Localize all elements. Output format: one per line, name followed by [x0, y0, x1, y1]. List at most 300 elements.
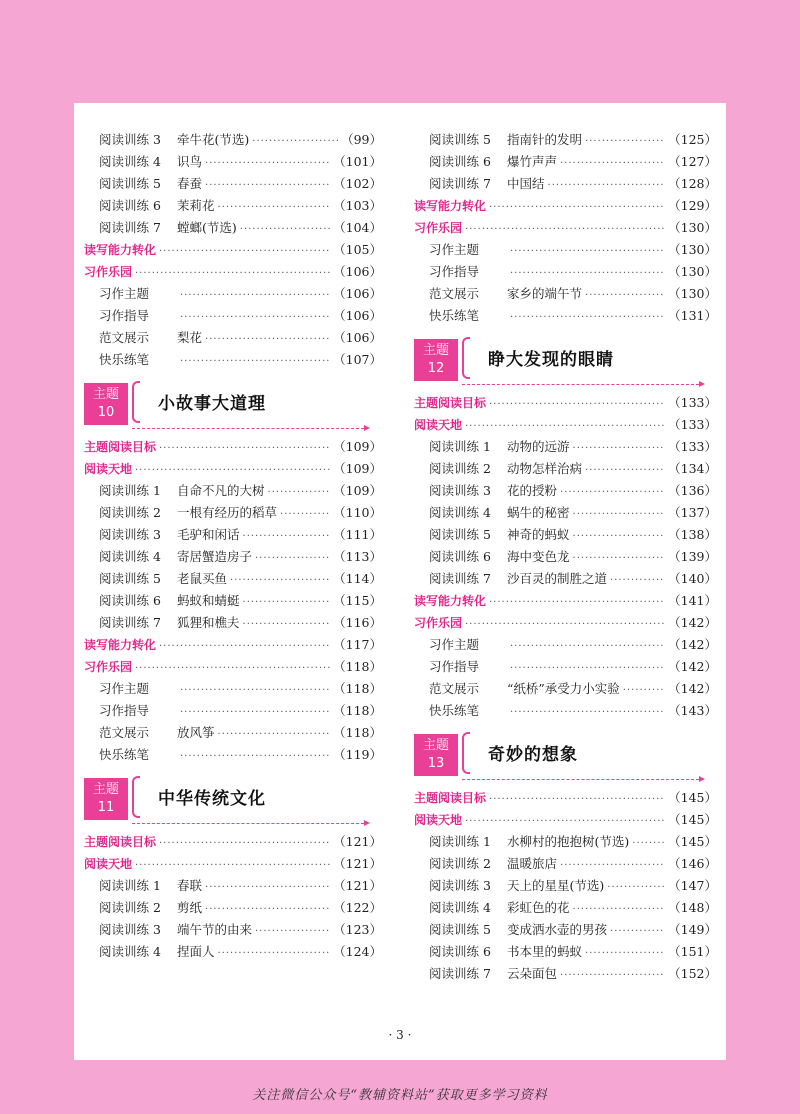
leader-dots — [159, 636, 330, 658]
leader-dots — [610, 570, 665, 592]
entry-label: 阅读训练 1 — [429, 834, 491, 849]
toc-entry[interactable] — [84, 568, 382, 590]
leader-dots — [489, 197, 665, 219]
entry-title: 放风筝 — [177, 725, 215, 740]
toc-entry[interactable] — [414, 239, 717, 261]
entry-page: （142） — [668, 659, 717, 674]
toc-page — [74, 103, 726, 1060]
entry-label: 快乐练笔 — [429, 308, 480, 323]
toc-entry[interactable] — [414, 283, 717, 305]
entry-title: 春联 — [177, 878, 203, 893]
entry-title: 花的授粉 — [507, 483, 558, 498]
leader-dots — [218, 724, 331, 746]
entry-label: 阅读训练 3 — [99, 922, 161, 937]
leader-dots — [465, 614, 665, 636]
entry-page: （139） — [668, 549, 717, 564]
entry-title: 一根有经历的稻草 — [177, 505, 278, 520]
entry-title: 指南针的发明 — [507, 132, 583, 147]
entry-label: 习作主题 — [429, 637, 480, 652]
toc-entry[interactable] — [414, 700, 717, 722]
leader-dots — [180, 307, 330, 329]
theme-header — [414, 730, 717, 780]
toc-entry[interactable] — [84, 349, 382, 371]
entry-title: 牵牛花(节选) — [177, 132, 250, 147]
toc-entry[interactable] — [414, 831, 717, 853]
badge-label: 主题 — [92, 387, 119, 402]
entry-page: （109） — [333, 483, 382, 498]
toc-entry[interactable] — [414, 458, 717, 480]
toc-entry[interactable] — [414, 656, 717, 678]
page-number: · 3 · — [388, 1028, 412, 1042]
leader-dots — [180, 746, 330, 768]
entry-label: 范文展示 — [429, 681, 480, 696]
toc-entry[interactable] — [414, 963, 717, 985]
toc-section[interactable] — [84, 436, 382, 458]
toc-entry[interactable] — [84, 480, 382, 502]
toc-entry[interactable] — [414, 941, 717, 963]
section-title: 习作乐园 — [84, 265, 133, 279]
toc-entry[interactable] — [414, 151, 717, 173]
toc-entry[interactable] — [414, 129, 717, 151]
entry-page: （152） — [668, 966, 717, 981]
entry-label: 阅读训练 7 — [99, 615, 161, 630]
entry-page: （122） — [333, 900, 382, 915]
entry-label: 阅读训练 3 — [99, 132, 161, 147]
leader-dots — [560, 153, 665, 175]
toc-entry[interactable] — [414, 919, 717, 941]
entry-label: 快乐练笔 — [99, 747, 150, 762]
section-page: （129） — [668, 198, 717, 213]
section-page: （142） — [668, 615, 717, 630]
leader-dots — [135, 658, 330, 680]
entry-page: （146） — [668, 856, 717, 871]
entry-page: （128） — [668, 176, 717, 191]
entry-label: 阅读训练 4 — [99, 944, 161, 959]
leader-dots — [510, 307, 665, 329]
arrow-decoration — [462, 779, 699, 780]
toc-section[interactable] — [84, 261, 382, 283]
entry-title: 春蚕 — [177, 176, 203, 191]
entry-page: （133） — [668, 439, 717, 454]
leader-dots — [607, 877, 665, 899]
theme-title: 中华传统文化 — [158, 789, 266, 809]
section-page: （106） — [333, 264, 382, 279]
toc-section[interactable] — [84, 656, 382, 678]
entry-title: 梨花 — [177, 330, 203, 345]
entry-title: 海中变色龙 — [507, 549, 570, 564]
entry-page: （127） — [668, 154, 717, 169]
toc-entry[interactable] — [84, 305, 382, 327]
section-title: 阅读天地 — [414, 418, 463, 432]
entry-label: 阅读训练 2 — [99, 505, 161, 520]
toc-section[interactable] — [84, 458, 382, 480]
entry-title: 茉莉花 — [177, 198, 215, 213]
entry-page: （121） — [333, 878, 382, 893]
theme-badge — [84, 383, 128, 425]
leader-dots — [159, 438, 330, 460]
entry-title: 沙百灵的制胜之道 — [507, 571, 608, 586]
section-title: 主题阅读目标 — [84, 835, 157, 849]
leader-dots — [489, 789, 665, 811]
badge-number: 11 — [97, 800, 115, 815]
badge-label: 主题 — [422, 738, 449, 753]
entry-title: 变成洒水壶的男孩 — [507, 922, 608, 937]
toc-entry[interactable] — [84, 700, 382, 722]
theme-header — [84, 774, 382, 824]
entry-label: 阅读训练 6 — [99, 198, 161, 213]
toc-entry[interactable] — [84, 941, 382, 963]
toc-entry[interactable] — [414, 305, 717, 327]
entry-title: 动物怎样治病 — [507, 461, 583, 476]
entry-page: （131） — [668, 308, 717, 323]
entry-page: （142） — [668, 637, 717, 652]
leader-dots — [205, 899, 330, 921]
section-page: （141） — [668, 593, 717, 608]
leader-dots — [585, 285, 665, 307]
entry-label: 习作指导 — [429, 659, 480, 674]
entry-page: （110） — [333, 505, 382, 520]
leader-dots — [135, 855, 330, 877]
section-page: （130） — [668, 220, 717, 235]
entry-label: 阅读训练 5 — [99, 571, 161, 586]
badge-number: 13 — [427, 756, 445, 771]
section-title: 主题阅读目标 — [414, 396, 487, 410]
entry-page: （106） — [333, 330, 382, 345]
leader-dots — [560, 965, 665, 987]
entry-label: 习作指导 — [429, 264, 480, 279]
section-title: 习作乐园 — [84, 660, 133, 674]
leader-dots — [205, 329, 330, 351]
entry-page: （147） — [668, 878, 717, 893]
entry-page: （138） — [668, 527, 717, 542]
entry-title: 老鼠买鱼 — [177, 571, 228, 586]
entry-title: 寄居蟹造房子 — [177, 549, 253, 564]
entry-title: 书本里的蚂蚁 — [507, 944, 583, 959]
section-page: （118） — [333, 659, 382, 674]
toc-entry[interactable] — [414, 261, 717, 283]
entry-page: （115） — [333, 593, 382, 608]
leader-dots — [268, 482, 331, 504]
entry-page: （118） — [333, 703, 382, 718]
entry-page: （148） — [668, 900, 717, 915]
leader-dots — [465, 811, 665, 833]
entry-label: 阅读训练 3 — [429, 483, 491, 498]
toc-entry[interactable] — [84, 919, 382, 941]
toc-left-column — [84, 129, 382, 963]
bracket-decoration — [132, 381, 140, 423]
entry-page: （142） — [668, 681, 717, 696]
entry-page: （101） — [333, 154, 382, 169]
toc-entry[interactable] — [84, 678, 382, 700]
toc-entry[interactable] — [414, 568, 717, 590]
section-page: （109） — [333, 461, 382, 476]
toc-entry[interactable] — [84, 195, 382, 217]
leader-dots — [205, 153, 330, 175]
theme-header — [84, 379, 382, 429]
leader-dots — [243, 526, 331, 548]
entry-label: 习作指导 — [99, 703, 150, 718]
toc-section[interactable] — [414, 809, 717, 831]
arrow-decoration — [462, 384, 699, 385]
theme-badge — [414, 734, 458, 776]
entry-label: 阅读训练 6 — [429, 944, 491, 959]
entry-title: 蜗牛的秘密 — [507, 505, 570, 520]
toc-entry[interactable] — [414, 546, 717, 568]
toc-section[interactable] — [414, 612, 717, 634]
leader-dots — [560, 482, 665, 504]
badge-number: 12 — [427, 361, 445, 376]
toc-entry[interactable] — [84, 722, 382, 744]
entry-page: （130） — [668, 286, 717, 301]
toc-entry[interactable] — [84, 173, 382, 195]
leader-dots — [573, 548, 666, 570]
section-title: 读写能力转化 — [84, 638, 157, 652]
entry-page: （106） — [333, 286, 382, 301]
badge-label: 主题 — [422, 343, 449, 358]
entry-label: 阅读训练 6 — [99, 593, 161, 608]
entry-title: 爆竹声声 — [507, 154, 558, 169]
entry-label: 阅读训练 3 — [429, 878, 491, 893]
entry-label: 习作主题 — [429, 242, 480, 257]
leader-dots — [585, 460, 665, 482]
toc-entry[interactable] — [414, 480, 717, 502]
entry-label: 阅读训练 1 — [429, 439, 491, 454]
entry-title: 云朵面包 — [507, 966, 558, 981]
section-page: （121） — [333, 856, 382, 871]
entry-label: 阅读训练 4 — [429, 900, 491, 915]
entry-label: 阅读训练 5 — [429, 527, 491, 542]
toc-right-column — [414, 129, 717, 985]
leader-dots — [218, 943, 331, 965]
entry-label: 范文展示 — [99, 725, 150, 740]
toc-section[interactable] — [84, 853, 382, 875]
section-title: 主题阅读目标 — [84, 440, 157, 454]
toc-entry[interactable] — [84, 897, 382, 919]
toc-entry[interactable] — [414, 436, 717, 458]
toc-entry[interactable] — [84, 151, 382, 173]
entry-label: 阅读训练 2 — [429, 461, 491, 476]
leader-dots — [610, 921, 665, 943]
entry-page: （114） — [333, 571, 382, 586]
leader-dots — [560, 855, 665, 877]
entry-title: 温暖旅店 — [507, 856, 558, 871]
entry-label: 习作主题 — [99, 681, 150, 696]
leader-dots — [632, 833, 665, 855]
toc-entry[interactable] — [414, 853, 717, 875]
theme-header — [414, 335, 717, 385]
badge-number: 10 — [97, 405, 115, 420]
toc-entry[interactable] — [414, 173, 717, 195]
leader-dots — [623, 680, 665, 702]
leader-dots — [573, 504, 666, 526]
entry-label: 阅读训练 4 — [429, 505, 491, 520]
leader-dots — [135, 263, 330, 285]
entry-page: （123） — [333, 922, 382, 937]
entry-title: 端午节的由来 — [177, 922, 253, 937]
entry-page: （145） — [668, 834, 717, 849]
entry-label: 快乐练笔 — [429, 703, 480, 718]
leader-dots — [489, 394, 665, 416]
section-title: 习作乐园 — [414, 616, 463, 630]
toc-entry[interactable] — [414, 524, 717, 546]
entry-label: 阅读训练 2 — [429, 856, 491, 871]
leader-dots — [548, 175, 666, 197]
entry-title: 识鸟 — [177, 154, 203, 169]
toc-entry[interactable] — [84, 612, 382, 634]
entry-page: （103） — [333, 198, 382, 213]
toc-entry[interactable] — [414, 678, 717, 700]
leader-dots — [255, 921, 330, 943]
leader-dots — [489, 592, 665, 614]
section-page: （121） — [333, 834, 382, 849]
section-title: 读写能力转化 — [84, 243, 157, 257]
leader-dots — [252, 131, 338, 153]
footer-note: 关注微信公众号“教辅资料站”获取更多学习资料 — [252, 1088, 548, 1103]
entry-title: 动物的远游 — [507, 439, 570, 454]
entry-page: （119） — [333, 747, 382, 762]
entry-label: 阅读训练 7 — [429, 176, 491, 191]
leader-dots — [240, 219, 330, 241]
leader-dots — [159, 241, 330, 263]
entry-title: 狐狸和樵夫 — [177, 615, 240, 630]
entry-page: （143） — [668, 703, 717, 718]
entry-page: （136） — [668, 483, 717, 498]
theme-title: 小故事大道理 — [158, 394, 266, 414]
entry-page: （116） — [333, 615, 382, 630]
toc-entry[interactable] — [84, 283, 382, 305]
toc-entry[interactable] — [84, 327, 382, 349]
toc-entry[interactable] — [414, 875, 717, 897]
arrow-decoration — [132, 823, 364, 824]
entry-page: （130） — [668, 264, 717, 279]
leader-dots — [465, 219, 665, 241]
section-page: （105） — [333, 242, 382, 257]
leader-dots — [230, 570, 330, 592]
badge-label: 主题 — [92, 782, 119, 797]
entry-title: 中国结 — [507, 176, 545, 191]
entry-page: （106） — [333, 308, 382, 323]
arrow-decoration — [132, 428, 364, 429]
entry-page: （134） — [668, 461, 717, 476]
leader-dots — [510, 636, 665, 658]
leader-dots — [573, 899, 666, 921]
entry-page: （125） — [668, 132, 717, 147]
leader-dots — [585, 943, 665, 965]
toc-entry[interactable] — [414, 897, 717, 919]
bracket-decoration — [462, 337, 470, 379]
entry-label: 阅读训练 7 — [429, 571, 491, 586]
entry-title: 自命不凡的大树 — [177, 483, 265, 498]
leader-dots — [465, 416, 665, 438]
entry-title: “纸桥”承受力小实验 — [507, 681, 620, 696]
leader-dots — [243, 614, 331, 636]
bracket-decoration — [462, 732, 470, 774]
toc-entry[interactable] — [414, 634, 717, 656]
toc-section[interactable] — [84, 634, 382, 656]
entry-label: 阅读训练 5 — [429, 922, 491, 937]
section-page: （133） — [668, 395, 717, 410]
leader-dots — [135, 460, 330, 482]
section-title: 读写能力转化 — [414, 594, 487, 608]
entry-title: 剪纸 — [177, 900, 203, 915]
toc-entry[interactable] — [84, 129, 382, 151]
section-title: 读写能力转化 — [414, 199, 487, 213]
entry-page: （104） — [333, 220, 382, 235]
section-title: 主题阅读目标 — [414, 791, 487, 805]
toc-entry[interactable] — [84, 744, 382, 766]
entry-page: （99） — [341, 132, 382, 147]
entry-title: 天上的星星(节选) — [507, 878, 605, 893]
toc-entry[interactable] — [84, 217, 382, 239]
entry-label: 阅读训练 2 — [99, 900, 161, 915]
entry-title: 水柳村的抱抱树(节选) — [507, 834, 630, 849]
entry-title: 蚂蚁和蜻蜓 — [177, 593, 240, 608]
toc-section[interactable] — [414, 590, 717, 612]
leader-dots — [573, 526, 666, 548]
entry-page: （137） — [668, 505, 717, 520]
toc-section[interactable] — [414, 195, 717, 217]
leader-dots — [510, 658, 665, 680]
entry-label: 阅读训练 4 — [99, 549, 161, 564]
toc-entry[interactable] — [84, 524, 382, 546]
entry-title: 捏面人 — [177, 944, 215, 959]
entry-label: 阅读训练 5 — [429, 132, 491, 147]
leader-dots — [510, 702, 665, 724]
toc-section[interactable] — [414, 217, 717, 239]
section-page: （117） — [333, 637, 382, 652]
leader-dots — [218, 197, 331, 219]
entry-label: 阅读训练 4 — [99, 154, 161, 169]
toc-entry[interactable] — [84, 875, 382, 897]
entry-label: 习作指导 — [99, 308, 150, 323]
section-title: 阅读天地 — [84, 462, 133, 476]
entry-label: 习作主题 — [99, 286, 150, 301]
entry-page: （140） — [668, 571, 717, 586]
entry-label: 快乐练笔 — [99, 352, 150, 367]
toc-section[interactable] — [84, 831, 382, 853]
leader-dots — [510, 263, 665, 285]
leader-dots — [255, 548, 330, 570]
toc-section[interactable] — [414, 392, 717, 414]
toc-entry[interactable] — [84, 546, 382, 568]
entry-title: 彩虹色的花 — [507, 900, 570, 915]
toc-section[interactable] — [414, 787, 717, 809]
toc-section[interactable] — [414, 414, 717, 436]
entry-label: 阅读训练 6 — [429, 154, 491, 169]
leader-dots — [180, 285, 330, 307]
entry-label: 阅读训练 7 — [429, 966, 491, 981]
entry-page: （151） — [668, 944, 717, 959]
leader-dots — [280, 504, 330, 526]
entry-label: 范文展示 — [99, 330, 150, 345]
toc-entry[interactable] — [84, 502, 382, 524]
leader-dots — [573, 438, 666, 460]
entry-label: 阅读训练 3 — [99, 527, 161, 542]
entry-page: （149） — [668, 922, 717, 937]
toc-section[interactable] — [84, 239, 382, 261]
toc-entry[interactable] — [84, 590, 382, 612]
bracket-decoration — [132, 776, 140, 818]
entry-page: （124） — [333, 944, 382, 959]
section-title: 阅读天地 — [84, 857, 133, 871]
leader-dots — [243, 592, 331, 614]
section-page: （145） — [668, 812, 717, 827]
entry-page: （111） — [333, 527, 382, 542]
theme-badge — [414, 339, 458, 381]
entry-page: （118） — [333, 681, 382, 696]
entry-label: 阅读训练 1 — [99, 483, 161, 498]
toc-entry[interactable] — [414, 502, 717, 524]
